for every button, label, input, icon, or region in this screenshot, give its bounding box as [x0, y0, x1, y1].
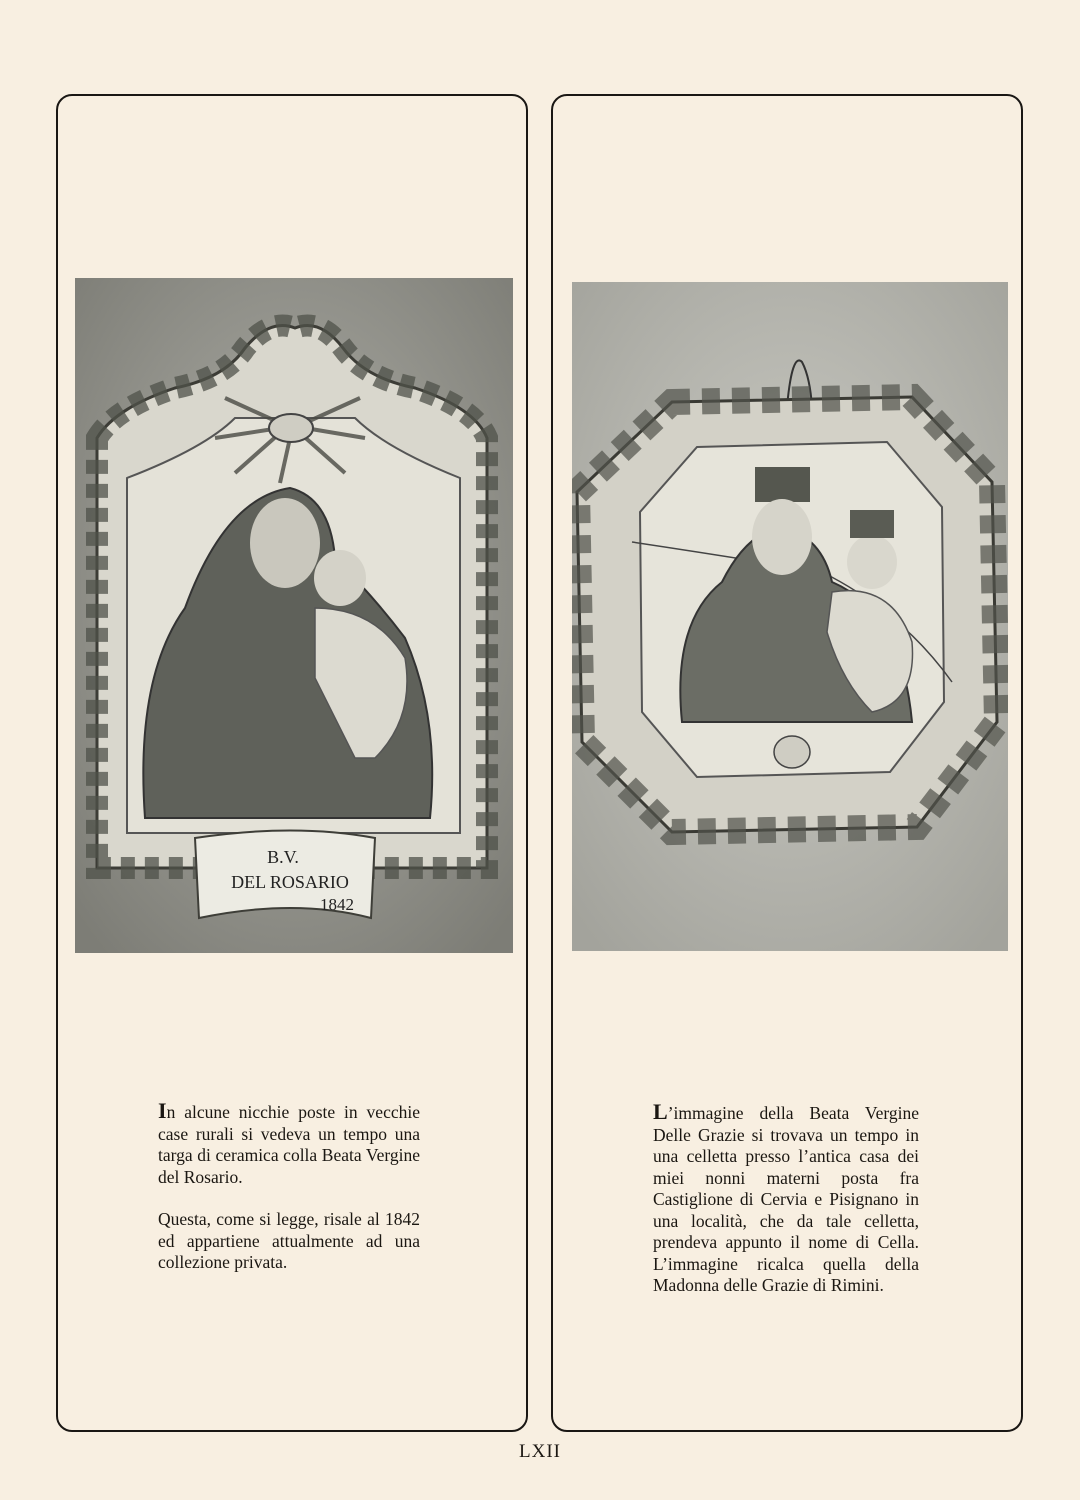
photo-madonna-del-rosario-plaque: [75, 278, 513, 953]
right-panel: [551, 94, 1023, 1432]
plaque-grazie-illustration: [572, 282, 1008, 951]
photo-madonna-delle-grazie-plaque: [572, 282, 1008, 951]
plaque-rosario-illustration: [75, 278, 513, 953]
page-number: LXII: [519, 1441, 561, 1462]
caption-left: [158, 1100, 420, 1274]
caption-left-paragraph-1: [158, 1100, 420, 1188]
drop-initial: L: [653, 1099, 668, 1124]
plaque-inscription-line3: 1842: [320, 895, 354, 914]
plaque-inscription-line2: DEL ROSARIO: [231, 872, 349, 892]
caption-left-text-1: n alcune nicchie poste in vecchie case rurali si vedeva un tempo una targa di ceramica colla Beata Vergine del Rosario.: [158, 1102, 420, 1187]
caption-right-text-1: ’immagine della Beata Vergine Delle Grazie si trovava un tempo in una celletta presso l’antica casa dei miei nonni materni posta fra Castiglione di Cervia e Pisignano in una località, che da tale celletta, prendeva appunto il nome di Cella. L’immagine ricalca quella della Madonna delle Grazie di Rimini.: [653, 1103, 919, 1295]
drop-initial: I: [158, 1098, 167, 1123]
caption-left-paragraph-2: Questa, come si legge, risale al 1842 ed appartiene attualmente ad una collezione privata.: [158, 1209, 420, 1272]
caption-right: [653, 1101, 919, 1297]
left-panel: [56, 94, 528, 1432]
plaque-inscription-line1: B.V.: [267, 847, 299, 867]
caption-right-paragraph-1: [653, 1101, 919, 1297]
